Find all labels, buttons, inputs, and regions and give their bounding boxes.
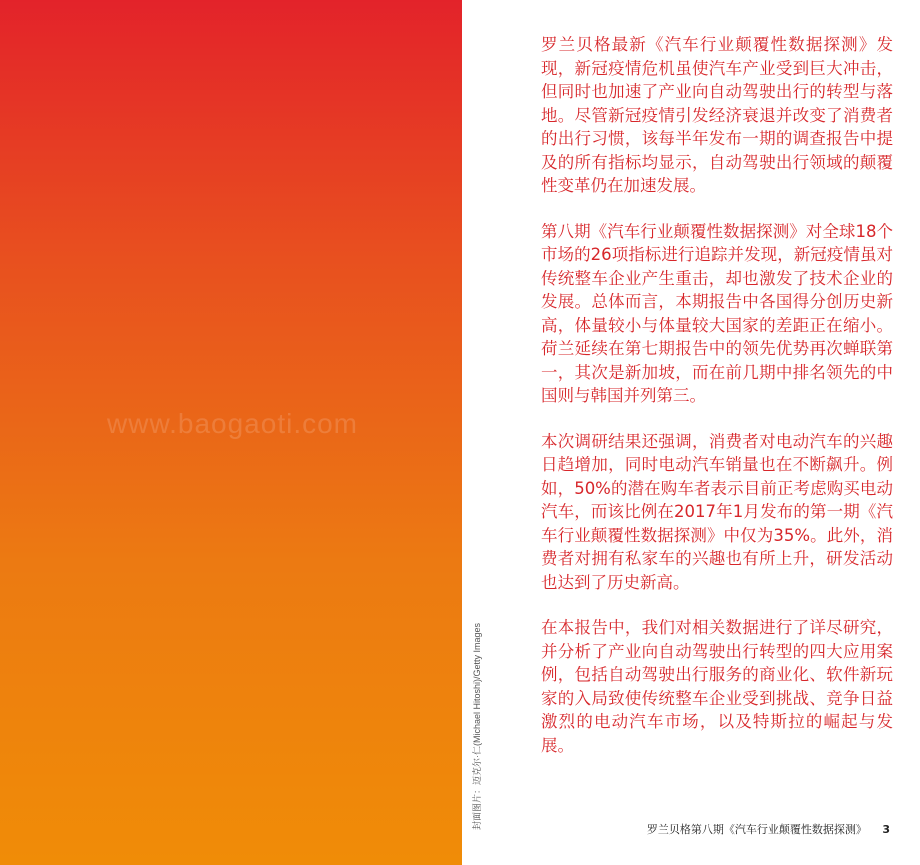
photo-credit: 封面图片：迈克尔·仁(Michael Hitoshi)/Getty Images: [472, 622, 482, 830]
paragraph-2: 第八期《汽车行业颠覆性数据探测》对全球18个市场的26项指标进行追踪并发现，新冠疫情虽对传统整车企业产生重击，却也激发了技术企业的发展。总体而言，本期报告中各国得分创历史新高，体量较小与体量较大国家的差距正在缩小。荷兰延续在第七期报告中的领先优势再次蝉联第一，其次是新加坡，而在前几期中排名领先的中国则与韩国并列第三。: [541, 221, 893, 405]
paragraph-1: 罗兰贝格最新《汽车行业颠覆性数据探测》发现，新冠疫情危机虽使汽车产业受到巨大冲击，但同时也加速了产业向自动驾驶出行的转型与落地。尽管新冠疫情引发经济衰退并改变了消费者的出行习惯，该每半年发布一期的调查报告中提及的所有指标均显示，自动驾驶出行领域的颠覆性变革仍在加速发展。: [541, 35, 893, 195]
footer-title: 罗兰贝格第八期《汽车行业颠覆性数据探测》: [646, 823, 867, 836]
page-footer: [647, 821, 890, 837]
body-text: [541, 33, 893, 779]
paragraph-4: 在本报告中，我们对相关数据进行了详尽研究，并分析了产业向自动驾驶出行转型的四大应用案例，包括自动驾驶出行服务的商业化、软件新玩家的入局致使传统整车企业受到挑战、竞争日益激烈的电动汽车市场，以及特斯拉的崛起与发展。: [541, 618, 893, 755]
paragraph-3: 本次调研结果还强调，消费者对电动汽车的兴趣日趋增加，同时电动汽车销量也在不断飙升。例如，50%的潜在购车者表示目前正考虑购买电动汽车，而该比例在2017年1月发布的第一期《汽车行业颠覆性数据探测》中仅为35%。此外，消费者对拥有私家车的兴趣也有所上升，研发活动也达到了历史新高。: [541, 431, 893, 592]
watermark: www.baogaoti.com: [107, 408, 359, 439]
page-number: 3: [882, 823, 890, 836]
